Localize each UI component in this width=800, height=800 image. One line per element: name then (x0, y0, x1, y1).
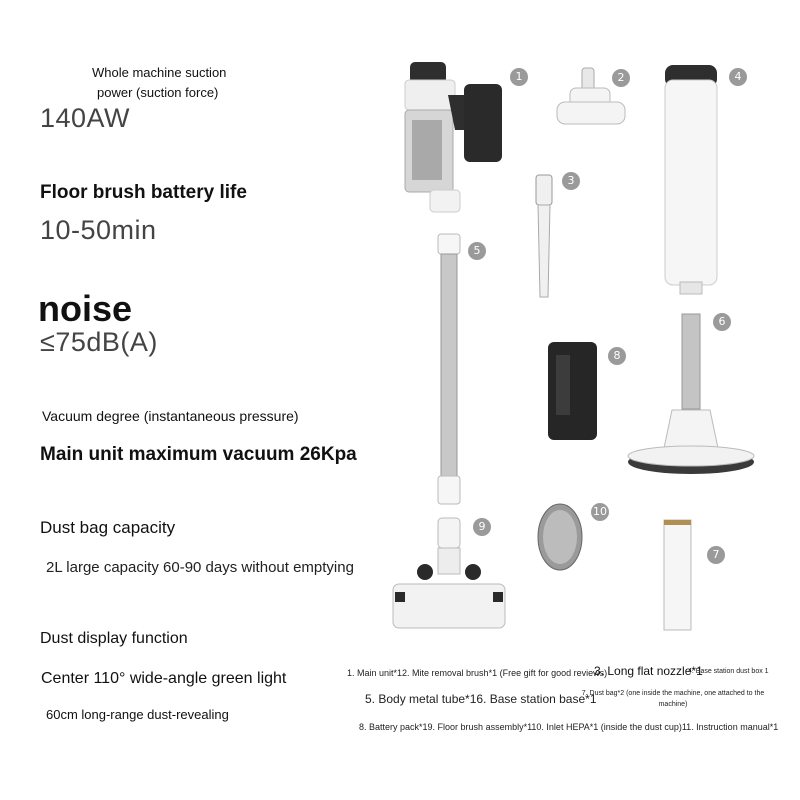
noise-value: ≤75dB(A) (40, 327, 158, 357)
battery-label: Floor brush battery life (40, 182, 247, 203)
badge-6: 6 (713, 313, 731, 331)
badge-9: 9 (473, 518, 491, 536)
vacuum-value: Main unit maximum vacuum 26Kpa (40, 444, 357, 465)
caption-1: 1. Main unit*12. Mite removal brush*1 (Free gift for good reviews) (347, 668, 608, 678)
badge-2: 2 (612, 69, 630, 87)
caption-6: 8. Battery pack*19. Floor brush assembly*110. Inlet HEPA*1 (inside the dust cup)11. Instruction manual*1 (359, 722, 779, 732)
suction-value: 140AW (40, 103, 131, 133)
badge-10: 10 (591, 503, 609, 521)
dust-display-label: Dust display function (40, 630, 188, 647)
noise-label: noise (38, 288, 133, 329)
suction-label-line1: Whole machine suction (92, 65, 227, 80)
dust-bag-image (664, 520, 691, 630)
dustbag-value: 2L large capacity 60-90 days without emptying (46, 559, 354, 576)
dust-display-value2: 60cm long-range dust-revealing (46, 707, 229, 722)
vacuum-label: Vacuum degree (instantaneous pressure) (42, 408, 299, 424)
caption-5: 7. Dust bag*2 (one inside the machine, one attached to the machine) (581, 690, 765, 708)
badge-8: 8 (608, 347, 626, 365)
caption-3: 4. Base station dust box 1 (688, 668, 769, 675)
flat-nozzle-image (536, 175, 552, 297)
badge-5: 5 (468, 242, 486, 260)
hepa-filter-image (538, 504, 582, 570)
badge-4: 4 (729, 68, 747, 86)
main-unit-image (405, 62, 502, 212)
badge-3: 3 (562, 172, 580, 190)
base-station-base-image (628, 314, 754, 474)
caption-4: 5. Body metal tube*16. Base station base*1 (365, 692, 597, 706)
product-illustration (370, 50, 790, 650)
suction-label-line2: power (suction force) (97, 85, 219, 100)
badge-1: 1 (510, 68, 528, 86)
dust-display-value1: Center 110° wide-angle green light (41, 670, 287, 687)
battery-pack-image (548, 342, 597, 440)
caption-2: 3. Long flat nozzle*1 (594, 664, 703, 678)
floor-brush-image (393, 518, 505, 628)
battery-value: 10-50min (40, 215, 157, 245)
dustbag-label: Dust bag capacity (40, 518, 176, 537)
badge-7: 7 (707, 546, 725, 564)
metal-tube-image (438, 234, 460, 504)
base-dust-box-image (665, 65, 717, 294)
